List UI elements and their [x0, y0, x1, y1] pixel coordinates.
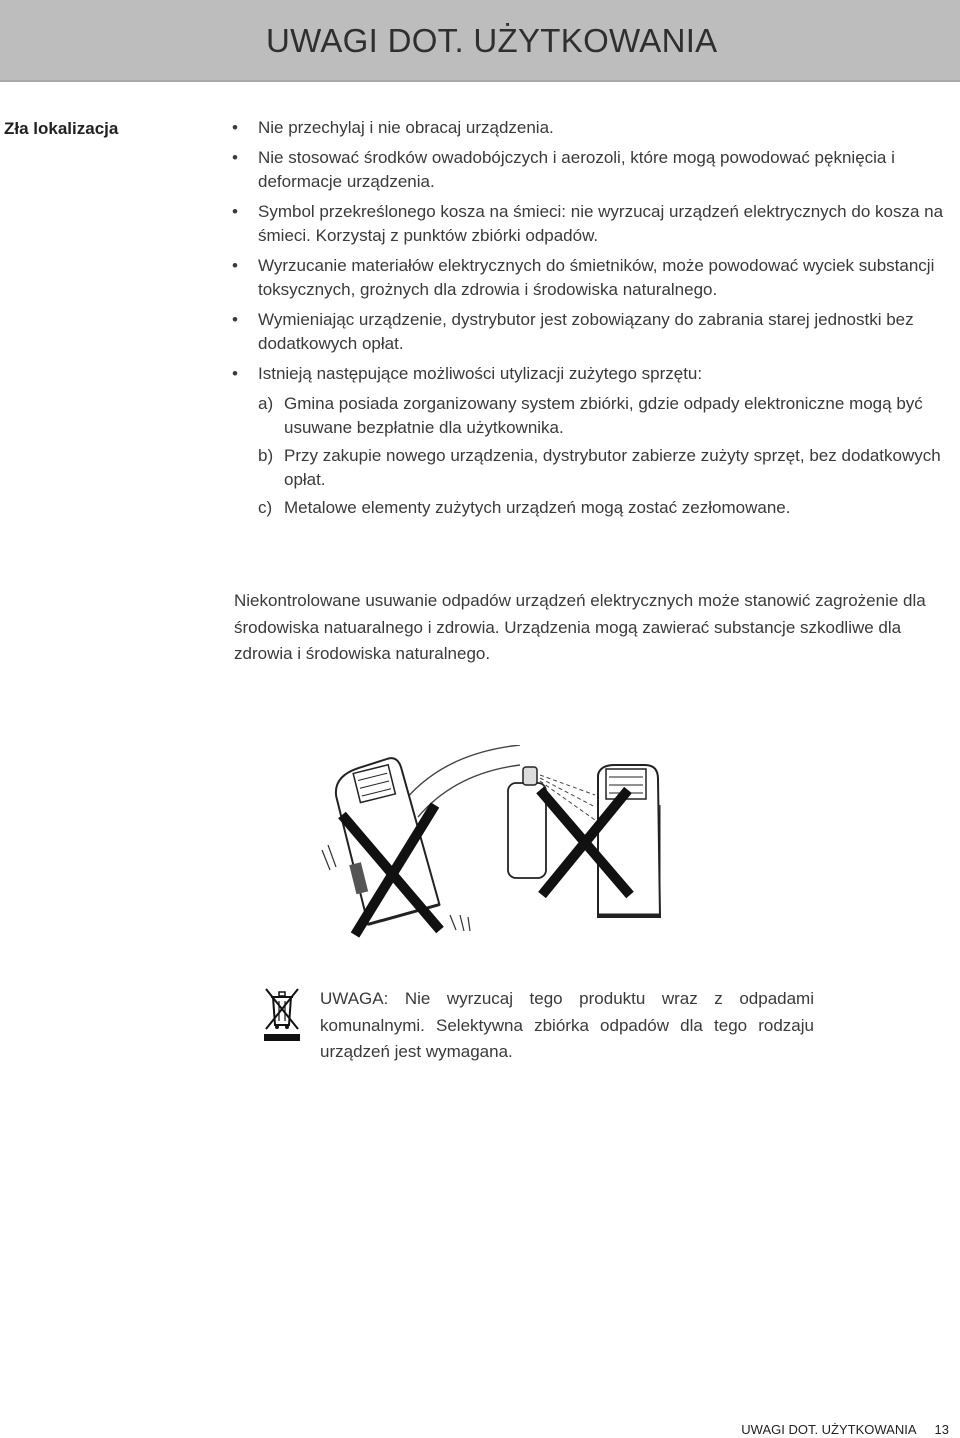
misuse-illustration	[310, 745, 670, 950]
list-item: • Istnieją następujące możliwości utylizacji zużytego sprzętu:	[258, 362, 948, 386]
bullet-icon: •	[232, 118, 238, 137]
bullet-icon: •	[232, 310, 238, 329]
list-item: • Nie stosować środków owadobójczych i aerozoli, które mogą powodować pęknięcia i deformacje urządzenia.	[232, 148, 895, 191]
list-item: • Wyrzucanie materiałów elektrycznych do śmietników, może powodować wyciek substancji toksycznych, grożnych dla zdrowia i środowiska naturalnego.	[232, 256, 935, 299]
bullet-icon: •	[232, 148, 238, 167]
bullet-icon: •	[232, 256, 238, 275]
disposal-warning: UWAGA: Nie wyrzucaj tego produktu wraz z odpadami komunalnymi. Selektywna zbiórka odpadów dla tego rodzaju urządzeń jest wymagana.	[320, 989, 814, 1061]
list-item: c) Metalowe elementy zużytych urządzeń mogą zostać zezłomowane.	[258, 498, 791, 517]
footer-title: UWAGI DOT. UŻYTKOWANIA	[741, 1422, 917, 1437]
bullet-icon: •	[232, 364, 238, 383]
list-item: • Wymieniając urządzenie, dystrybutor jest zobowiązany do zabrania starej jednostki bez dodatkowych opłat.	[232, 310, 914, 353]
page-number: 13	[934, 1422, 949, 1437]
section-label: Zła lokalizacja	[4, 119, 119, 138]
page-header	[0, 0, 960, 82]
disposal-options-list	[258, 392, 948, 524]
bullet-icon: •	[232, 202, 238, 221]
page-footer	[741, 1422, 949, 1437]
bullet-list	[232, 116, 948, 392]
list-item: b) Przy zakupie nowego urządzenia, dystrybutor zabierze zużyty sprzęt, bez dodatkowych opłat.	[258, 446, 941, 489]
tilted-unit-crossed-icon	[322, 745, 520, 935]
spray-unit-crossed-icon	[508, 765, 660, 917]
crossed-out-bin-icon	[262, 985, 302, 1048]
list-item: • Symbol przekreślonego kosza na śmieci: nie wyrzucaj urządzeń elektrycznych do kosza na śmieci. Korzystaj z punktów zbiórki odpadów.	[232, 202, 944, 245]
page-title: UWAGI DOT. UŻYTKOWANIA	[266, 22, 718, 59]
list-item: a) Gmina posiada zorganizowany system zbiórki, gdzie odpady elektroniczne mogą być usuwane bezpłatnie dla użytkownika.	[258, 394, 923, 437]
environment-paragraph: Niekontrolowane usuwanie odpadów urządzeń elektrycznych może stanowić zagrożenie dla środowiska natuaralnego i zdrowia. Urządzenia mogą zawierać substancje szkodliwe dla zdrowia i środowiska naturalnego.	[234, 591, 926, 663]
list-item: • Nie przechylaj i nie obracaj urządzenia.	[258, 116, 948, 140]
